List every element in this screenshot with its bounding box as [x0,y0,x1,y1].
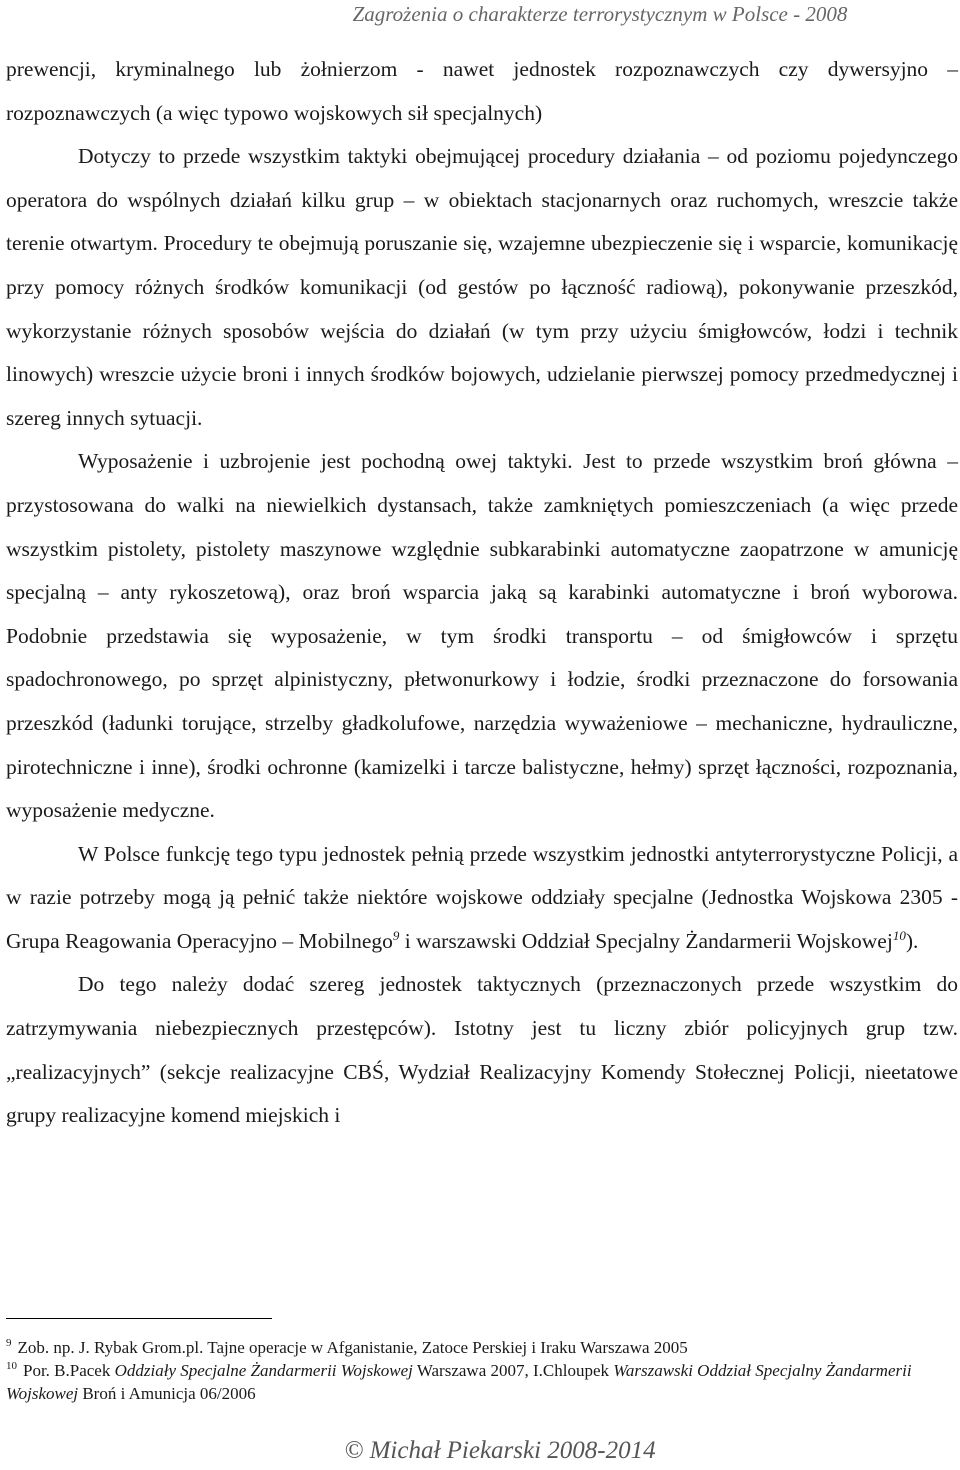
footnote-ref-9[interactable]: 9 [392,927,400,943]
footnote-10-title-2: Warszawski Oddział Specjalny Żandarmerii Wojskowej [6,1361,912,1403]
footnote-9-text: Zob. np. J. Rybak Grom.pl. Tajne operacje w Afganistanie, Zatoce Perskiej i Iraku Warszawa 2005 [17,1338,688,1357]
footnotes [6,1336,956,1405]
body-text [6,48,958,1138]
copyright-text: © Michał Piekarski 2008-2014 [344,1437,656,1464]
paragraph-2: Dotyczy to przede wszystkim taktyki obejmującej procedury działania – od poziomu pojedynczego operatora do wspólnych działań kilku grup – w obiektach stacjonarnych oraz ruchomych, wreszcie także terenie otwartym. Procedury te obejmują poruszanie się, wzajemne ubezpieczenie się i wsparcie, komunikację przy pomocy różnych środków komunikacji (od gestów po łączność radiową), pokonywanie przeszkód, wykorzystanie różnych sposobów wejścia do działań (w tym przy użyciu śmigłowców, łodzi i technik linowych) wreszcie użycie broni i innych środków bojowych, udzielanie pierwszej pomocy przedmedycznej i szereg innych sytuacji. [6,144,958,430]
footnote-10-title-1: Oddziały Specjalne Żandarmerii Wojskowej [114,1361,413,1380]
footnote-ref-10[interactable]: 10 [892,927,906,943]
running-header-title: Zagrożenia o charakterze terrorystycznym w Polsce - 2008 [352,2,848,26]
paragraph-4-text-c: ). [905,928,919,953]
footnote-10-text-c: Warszawa 2007, I.Chloupek [412,1361,614,1380]
footnote-9 [6,1336,956,1359]
paragraph-4-text-a: W Polsce funkcję tego typu jednostek pełnią przede wszystkim jednostki antyterrorystyczne Policji, a w razie potrzeby mogą ją pełnić także niektóre wojskowe oddziały specjalne (Jednostka Wojskowa 2305 - Grupa Reagowania Operacyjno – Mobilnego [6,841,958,953]
footnote-separator [6,1318,272,1319]
footnote-10 [6,1359,956,1405]
page-footer [0,1437,960,1465]
running-header [0,2,960,27]
footnote-10-text-e: Broń i Amunicja 06/2006 [78,1384,256,1403]
footnote-9-number: 9 [6,1337,12,1350]
paragraph-1: prewencji, kryminalnego lub żołnierzom - nawet jednostek rozpoznawczych czy dywersyjno – rozpoznawczych (a więc typowo wojskowych sił specjalnych) [6,57,958,125]
footnote-10-number: 10 [6,1360,17,1373]
paragraph-5: Do tego należy dodać szereg jednostek taktycznych (przeznaczonych przede wszystkim do zatrzymywania niebezpiecznych przestępców). Istotny jest tu liczny zbiór policyjnych grup tzw. „realizacyjnych” (sekcje realizacyjne CBŚ, Wydział Realizacyjny Komendy Stołecznej Policji, nieetatowe grupy realizacyjne komend miejskich i [6,972,958,1128]
paragraph-3: Wyposażenie i uzbrojenie jest pochodną owej taktyki. Jest to przede wszystkim broń główna – przystosowana do walki na niewielkich dystansach, także zamkniętych pomieszczeniach (a więc przede wszystkim pistolety, pistolety maszynowe względnie subkarabinki automatyczne zaopatrzone w amunicję specjalną – anty rykoszetową), oraz broń wsparcia jaką są karabinki automatyczne i broń wyborowa. Podobnie przedstawia się wyposażenie, w tym środki transportu – od śmigłowców i sprzętu spadochronowego, po sprzęt alpinistyczny, płetwonurkowy i łodzie, środki przeznaczone do forsowania przeszkód (ładunki torujące, strzelby gładkolufowe, narzędzia wyważeniowe – mechaniczne, hydrauliczne, pirotechniczne i inne), środki ochronne (kamizelki i tarcze balistyczne, hełmy) sprzęt łączności, rozpoznania, wyposażenie medyczne. [6,449,958,823]
paragraph-4-text-b: i warszawski Oddział Specjalny Żandarmerii Wojskowej [399,928,893,953]
paragraph-4 [6,833,958,964]
footnote-10-text-a: Por. B.Pacek [23,1361,115,1380]
